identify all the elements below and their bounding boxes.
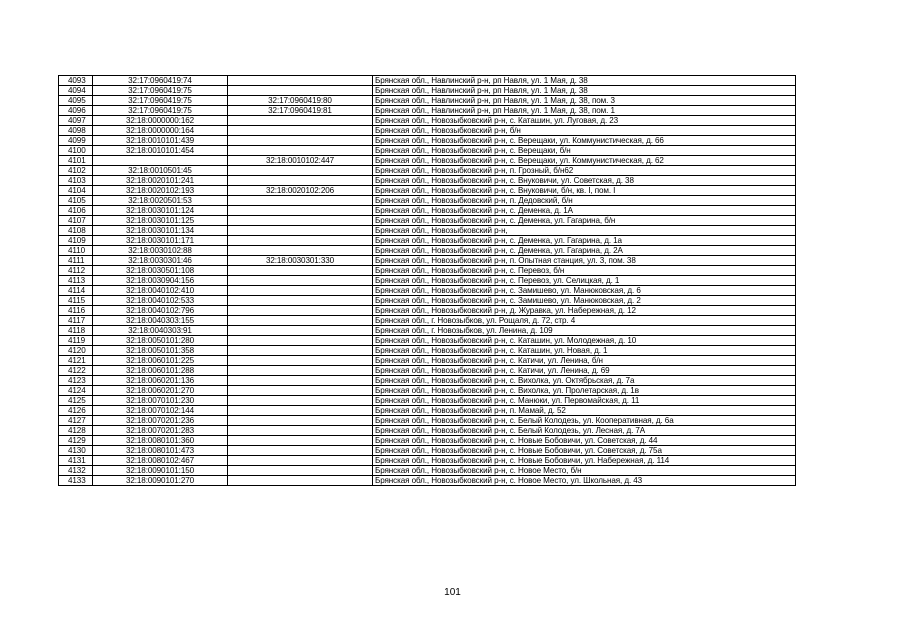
table-row (59, 196, 796, 206)
row-number-cell: 4114 (59, 286, 93, 296)
cadastral-number-cell: 32:18:0060101:288 (93, 366, 228, 376)
address-cell: Брянская обл., Навлинский р-н, рп Навля, ул. 1 Мая, д. 38 (373, 76, 796, 86)
sub-cadastral-number-cell (228, 446, 373, 456)
row-number-cell: 4128 (59, 426, 93, 436)
address-cell: Брянская обл., Новозыбковский р-н, с. Перевоз, ул. Селицкая, д. 1 (373, 276, 796, 286)
table-row (59, 356, 796, 366)
page-number: 101 (444, 587, 461, 598)
table-row (59, 76, 796, 86)
row-number-cell: 4104 (59, 186, 93, 196)
table-row (59, 386, 796, 396)
sub-cadastral-number-cell (228, 466, 373, 476)
sub-cadastral-number-cell (228, 146, 373, 156)
cadastral-number-cell: 32:18:0070102:144 (93, 406, 228, 416)
sub-cadastral-number-cell (228, 266, 373, 276)
address-cell: Брянская обл., Новозыбковский р-н, с. Деменка, д. 1А (373, 206, 796, 216)
address-cell: Брянская обл., Навлинский р-н, рп Навля, ул. 1 Мая, д. 38 (373, 86, 796, 96)
table-row (59, 186, 796, 196)
cadastral-number-cell: 32:18:0030501:108 (93, 266, 228, 276)
sub-cadastral-number-cell: 32:18:0010102:447 (228, 156, 373, 166)
table-row (59, 266, 796, 276)
address-cell: Брянская обл., Новозыбковский р-н, с. Деменка, ул. Гагарина, д. 1а (373, 236, 796, 246)
sub-cadastral-number-cell (228, 126, 373, 136)
table-row (59, 216, 796, 226)
address-cell: Брянская обл., Новозыбковский р-н, с. Новое Место, б/н (373, 466, 796, 476)
cadastral-number-cell: 32:18:0070101:230 (93, 396, 228, 406)
cadastral-number-cell: 32:18:0040303:155 (93, 316, 228, 326)
cadastral-number-cell: 32:18:0040102:410 (93, 286, 228, 296)
address-cell: Брянская обл., Новозыбковский р-н, с. Перевоз, б/н (373, 266, 796, 276)
row-number-cell: 4117 (59, 316, 93, 326)
cadastral-number-cell: 32:18:0050101:280 (93, 336, 228, 346)
cadastral-number-cell: 32:18:0070201:236 (93, 416, 228, 426)
address-cell: Брянская обл., Новозыбковский р-н, с. Новые Бобовичи, ул. Набережная, д. 114 (373, 456, 796, 466)
sub-cadastral-number-cell (228, 356, 373, 366)
address-cell: Брянская обл., Новозыбковский р-н, с. Белый Колодезь, ул. Кооперативная, д. 6а (373, 416, 796, 426)
cadastral-number-cell: 32:18:0040303:91 (93, 326, 228, 336)
cadastral-number-cell: 32:17:0960419:74 (93, 76, 228, 86)
table-row (59, 126, 796, 136)
table-row (59, 106, 796, 116)
row-number-cell: 4131 (59, 456, 93, 466)
row-number-cell: 4099 (59, 136, 93, 146)
row-number-cell: 4115 (59, 296, 93, 306)
table-row (59, 146, 796, 156)
cadastral-number-cell: 32:18:0030101:134 (93, 226, 228, 236)
address-cell: Брянская обл., Новозыбковский р-н, п. Грозный, б/н62 (373, 166, 796, 176)
table-row (59, 476, 796, 486)
address-cell: Брянская обл., Новозыбковский р-н, с. Манюки, ул. Первомайская, д. 11 (373, 396, 796, 406)
cadastral-number-cell: 32:18:0080102:467 (93, 456, 228, 466)
table-row (59, 346, 796, 356)
row-number-cell: 4116 (59, 306, 93, 316)
sub-cadastral-number-cell (228, 86, 373, 96)
table-row (59, 416, 796, 426)
cadastral-number-cell: 32:18:0090101:270 (93, 476, 228, 486)
row-number-cell: 4107 (59, 216, 93, 226)
table-row (59, 336, 796, 346)
cadastral-number-cell: 32:18:0020101:241 (93, 176, 228, 186)
address-cell: Брянская обл., Новозыбковский р-н, с. Каташин, ул. Новая, д. 1 (373, 346, 796, 356)
address-cell: Брянская обл., Новозыбковский р-н, (373, 226, 796, 236)
row-number-cell: 4102 (59, 166, 93, 176)
cadastral-number-cell: 32:18:0080101:473 (93, 446, 228, 456)
address-cell: Брянская обл., Новозыбковский р-н, с. Вихолка, ул. Октябрьская, д. 7а (373, 376, 796, 386)
cadastral-number-cell: 32:18:0080101:360 (93, 436, 228, 446)
address-cell: Брянская обл., Навлинский р-н, рп Навля, ул. 1 Мая, д. 38, пом. 3 (373, 96, 796, 106)
row-number-cell: 4132 (59, 466, 93, 476)
row-number-cell: 4098 (59, 126, 93, 136)
sub-cadastral-number-cell (228, 346, 373, 356)
cadastral-number-cell: 32:18:0050101:358 (93, 346, 228, 356)
address-cell: Брянская обл., Новозыбковский р-н, с. Внуковичи, б/н, кв. I, пом. I (373, 186, 796, 196)
table-row (59, 436, 796, 446)
sub-cadastral-number-cell (228, 166, 373, 176)
row-number-cell: 4133 (59, 476, 93, 486)
sub-cadastral-number-cell: 32:17:0960419:81 (228, 106, 373, 116)
sub-cadastral-number-cell (228, 176, 373, 186)
cadastral-number-cell: 32:18:0060201:270 (93, 386, 228, 396)
table-row (59, 326, 796, 336)
address-cell: Брянская обл., Новозыбковский р-н, с. Замишево, ул. Манюковская, д. 6 (373, 286, 796, 296)
cadastral-number-cell: 32:18:0020501:53 (93, 196, 228, 206)
row-number-cell: 4124 (59, 386, 93, 396)
sub-cadastral-number-cell (228, 396, 373, 406)
cadastral-number-cell: 32:17:0960419:75 (93, 96, 228, 106)
cadastral-number-cell: 32:18:0070201:283 (93, 426, 228, 436)
sub-cadastral-number-cell (228, 336, 373, 346)
address-cell: Брянская обл., Новозыбковский р-н, с. Новые Бобовичи, ул. Советская, д. 75а (373, 446, 796, 456)
cadastral-number-cell: 32:18:0020102:193 (93, 186, 228, 196)
table-row (59, 396, 796, 406)
address-cell: Брянская обл., Новозыбковский р-н, с. Новое Место, ул. Школьная, д. 43 (373, 476, 796, 486)
sub-cadastral-number-cell (228, 376, 373, 386)
row-number-cell: 4127 (59, 416, 93, 426)
cadastral-number-cell: 32:18:0030101:125 (93, 216, 228, 226)
row-number-cell: 4094 (59, 86, 93, 96)
address-cell: Брянская обл., г. Новозыбков, ул. Ленина, д. 109 (373, 326, 796, 336)
row-number-cell: 4103 (59, 176, 93, 186)
address-cell: Брянская обл., Новозыбковский р-н, п. Дедовский, б/н (373, 196, 796, 206)
sub-cadastral-number-cell (228, 436, 373, 446)
address-cell: Брянская обл., Новозыбковский р-н, с. Верещаки, ул. Коммунистическая, д. 66 (373, 136, 796, 146)
row-number-cell: 4111 (59, 256, 93, 266)
sub-cadastral-number-cell: 32:18:0020102:206 (228, 186, 373, 196)
row-number-cell: 4121 (59, 356, 93, 366)
cadastral-number-cell: 32:18:0010501:45 (93, 166, 228, 176)
row-number-cell: 4129 (59, 436, 93, 446)
cadastral-number-cell: 32:18:0090101:150 (93, 466, 228, 476)
table-row (59, 176, 796, 186)
cadastral-number-cell: 32:18:0040102:796 (93, 306, 228, 316)
row-number-cell: 4097 (59, 116, 93, 126)
row-number-cell: 4106 (59, 206, 93, 216)
sub-cadastral-number-cell: 32:17:0960419:80 (228, 96, 373, 106)
row-number-cell: 4093 (59, 76, 93, 86)
sub-cadastral-number-cell (228, 416, 373, 426)
table-row (59, 256, 796, 266)
sub-cadastral-number-cell (228, 236, 373, 246)
sub-cadastral-number-cell (228, 276, 373, 286)
row-number-cell: 4112 (59, 266, 93, 276)
address-cell: Брянская обл., Новозыбковский р-н, с. Вихолка, ул. Пролетарская, д. 1в (373, 386, 796, 396)
table-row (59, 466, 796, 476)
row-number-cell: 4105 (59, 196, 93, 206)
row-number-cell: 4096 (59, 106, 93, 116)
table-row (59, 446, 796, 456)
row-number-cell: 4108 (59, 226, 93, 236)
table-row (59, 86, 796, 96)
table-row (59, 156, 796, 166)
table-row (59, 296, 796, 306)
cadastral-number-cell: 32:18:0030102:88 (93, 246, 228, 256)
sub-cadastral-number-cell (228, 286, 373, 296)
sub-cadastral-number-cell (228, 136, 373, 146)
property-table (58, 75, 796, 486)
address-cell: Брянская обл., Новозыбковский р-н, с. Верещаки, ул. Коммунистическая, д. 62 (373, 156, 796, 166)
row-number-cell: 4120 (59, 346, 93, 356)
address-cell: Брянская обл., Новозыбковский р-н, с. Катичи, ул. Ленина, д. 69 (373, 366, 796, 376)
sub-cadastral-number-cell (228, 326, 373, 336)
sub-cadastral-number-cell (228, 456, 373, 466)
row-number-cell: 4119 (59, 336, 93, 346)
sub-cadastral-number-cell (228, 116, 373, 126)
row-number-cell: 4126 (59, 406, 93, 416)
address-cell: Брянская обл., Новозыбковский р-н, б/н (373, 126, 796, 136)
table-row (59, 206, 796, 216)
address-cell: Брянская обл., г. Новозыбков, ул. Рощаля, д. 72, стр. 4 (373, 316, 796, 326)
table-row (59, 376, 796, 386)
table-row (59, 306, 796, 316)
sub-cadastral-number-cell (228, 216, 373, 226)
table-row (59, 456, 796, 466)
table-row (59, 96, 796, 106)
table-row (59, 226, 796, 236)
row-number-cell: 4125 (59, 396, 93, 406)
sub-cadastral-number-cell (228, 76, 373, 86)
row-number-cell: 4109 (59, 236, 93, 246)
table-row (59, 426, 796, 436)
cadastral-number-cell: 32:18:0060101:225 (93, 356, 228, 366)
cadastral-number-cell: 32:17:0960419:75 (93, 106, 228, 116)
sub-cadastral-number-cell (228, 426, 373, 436)
sub-cadastral-number-cell (228, 386, 373, 396)
cadastral-number-cell: 32:18:0030101:124 (93, 206, 228, 216)
address-cell: Брянская обл., Новозыбковский р-н, с. Внуковичи, ул. Советская, д. 38 (373, 176, 796, 186)
row-number-cell: 4122 (59, 366, 93, 376)
row-number-cell: 4101 (59, 156, 93, 166)
sub-cadastral-number-cell (228, 296, 373, 306)
table-row (59, 116, 796, 126)
table-row (59, 236, 796, 246)
table-row (59, 286, 796, 296)
address-cell: Брянская обл., Новозыбковский р-н, с. Каташин, ул. Луговая, д. 23 (373, 116, 796, 126)
row-number-cell: 4100 (59, 146, 93, 156)
cadastral-number-cell: 32:18:0030101:171 (93, 236, 228, 246)
address-cell: Брянская обл., Новозыбковский р-н, п. Опытная станция, ул. 3, пом. 38 (373, 256, 796, 266)
sub-cadastral-number-cell (228, 316, 373, 326)
address-cell: Брянская обл., Новозыбковский р-н, д. Журавка, ул. Набережная, д. 12 (373, 306, 796, 316)
table-row (59, 316, 796, 326)
row-number-cell: 4130 (59, 446, 93, 456)
cadastral-number-cell: 32:17:0960419:75 (93, 86, 228, 96)
table-row (59, 136, 796, 146)
address-cell: Брянская обл., Новозыбковский р-н, с. Деменка, ул. Гагарина, д. 2А (373, 246, 796, 256)
address-cell: Брянская обл., Новозыбковский р-н, с. Каташин, ул. Молодежная, д. 10 (373, 336, 796, 346)
cadastral-number-cell: 32:18:0030904:156 (93, 276, 228, 286)
row-number-cell: 4113 (59, 276, 93, 286)
row-number-cell: 4123 (59, 376, 93, 386)
cadastral-number-cell (93, 156, 228, 166)
sub-cadastral-number-cell (228, 196, 373, 206)
sub-cadastral-number-cell (228, 226, 373, 236)
sub-cadastral-number-cell (228, 406, 373, 416)
sub-cadastral-number-cell: 32:18:0030301:330 (228, 256, 373, 266)
row-number-cell: 4095 (59, 96, 93, 106)
table-row (59, 166, 796, 176)
sub-cadastral-number-cell (228, 246, 373, 256)
cadastral-number-cell: 32:18:0000000:164 (93, 126, 228, 136)
table-row (59, 406, 796, 416)
sub-cadastral-number-cell (228, 306, 373, 316)
table-row (59, 246, 796, 256)
table-row (59, 366, 796, 376)
address-cell: Брянская обл., Навлинский р-н, рп Навля, ул. 1 Мая, д. 38, пом. 1 (373, 106, 796, 116)
cadastral-number-cell: 32:18:0040102:533 (93, 296, 228, 306)
address-cell: Брянская обл., Новозыбковский р-н, с. Деменка, ул. Гагарина, б/н (373, 216, 796, 226)
cadastral-number-cell: 32:18:0030301:46 (93, 256, 228, 266)
cadastral-number-cell: 32:18:0000000:162 (93, 116, 228, 126)
table-row (59, 276, 796, 286)
address-cell: Брянская обл., Новозыбковский р-н, с. Катичи, ул. Ленина, б/н (373, 356, 796, 366)
address-cell: Брянская обл., Новозыбковский р-н, с. Новые Бобовичи, ул. Советская, д. 44 (373, 436, 796, 446)
sub-cadastral-number-cell (228, 206, 373, 216)
cadastral-number-cell: 32:18:0010101:454 (93, 146, 228, 156)
sub-cadastral-number-cell (228, 476, 373, 486)
address-cell: Брянская обл., Новозыбковский р-н, п. Мамай, д. 52 (373, 406, 796, 416)
row-number-cell: 4110 (59, 246, 93, 256)
address-cell: Брянская обл., Новозыбковский р-н, с. Верещаки, б/н (373, 146, 796, 156)
address-cell: Брянская обл., Новозыбковский р-н, с. Замишево, ул. Манюковская, д. 2 (373, 296, 796, 306)
sub-cadastral-number-cell (228, 366, 373, 376)
cadastral-number-cell: 32:18:0060201:136 (93, 376, 228, 386)
address-cell: Брянская обл., Новозыбковский р-н, с. Белый Колодезь, ул. Лесная, д. 7А (373, 426, 796, 436)
property-table-body (59, 76, 796, 486)
row-number-cell: 4118 (59, 326, 93, 336)
cadastral-number-cell: 32:18:0010101:439 (93, 136, 228, 146)
